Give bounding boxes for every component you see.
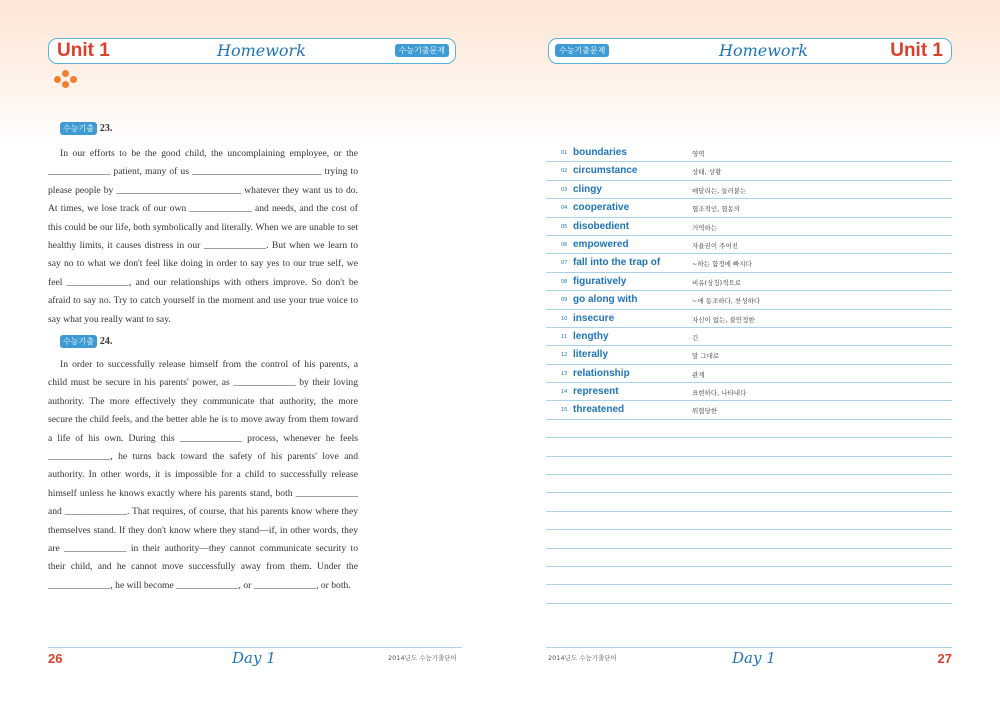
passage-text: In our efforts to be the good child, the uncomplaining employee, or the _____________ patient, many of us ___________________________ trying to please people by __________________________ whatever they want us to do. At times, we lose track of our own _____________ and needs, and the cost of this could be our life, both symbolically and literally. When we are unable to set healthy limits, it causes distress in our _____________. But when we learn to say no to what we don't feel like doing in order to say yes to our true self, we feel _____________, and our relationships with others improve. So don't be afraid to say no. Try to catch yourself in the moment and use your true voice to say what you really want to say. bbox=[48, 148, 358, 325]
vocab-word: empowered bbox=[573, 238, 629, 250]
day-label: Day 1 bbox=[232, 649, 276, 667]
vocab-meaning: 협조적인, 협동의 bbox=[692, 205, 741, 214]
question-24-passage bbox=[48, 356, 358, 595]
day-label: Day 1 bbox=[732, 649, 776, 667]
vocab-row-empty bbox=[546, 549, 952, 567]
vocab-word: disobedient bbox=[573, 220, 630, 232]
vocab-number: 02 bbox=[561, 168, 568, 175]
vocab-number: 08 bbox=[561, 278, 568, 285]
vocab-word: cooperative bbox=[573, 202, 630, 214]
vocab-number: 07 bbox=[561, 260, 568, 267]
footer-divider bbox=[48, 647, 462, 648]
vocab-word: circumstance bbox=[573, 165, 638, 177]
vocab-row-empty bbox=[546, 438, 952, 456]
source-tag: 수능기출문제 bbox=[395, 44, 449, 57]
vocab-number: 14 bbox=[561, 389, 568, 396]
question-number: 23. bbox=[99, 123, 113, 134]
unit-title: Unit 1 bbox=[890, 40, 943, 61]
exam-badge: 수능기출 bbox=[60, 335, 97, 348]
vocab-meaning: 자신이 없는, 불안정한 bbox=[692, 315, 755, 324]
exam-badge: 수능기출 bbox=[60, 122, 97, 135]
vocab-number: 04 bbox=[561, 205, 568, 212]
vocab-word: clingy bbox=[573, 183, 602, 195]
page-number: 27 bbox=[937, 651, 952, 666]
vocab-meaning: ~하는 함정에 빠지다 bbox=[692, 260, 752, 269]
right-header-bar bbox=[548, 38, 952, 64]
vocab-meaning: 비유(상징)적으로 bbox=[692, 278, 742, 287]
footer-divider bbox=[546, 647, 952, 648]
vocab-number: 10 bbox=[561, 315, 568, 322]
vocab-number: 13 bbox=[561, 370, 568, 377]
vocab-meaning: 매달리는, 들러붙는 bbox=[692, 186, 747, 195]
vocab-number: 06 bbox=[561, 241, 568, 248]
vocab-meaning: 상태, 상황 bbox=[692, 168, 722, 177]
vocab-row-empty bbox=[546, 457, 952, 475]
question-number: 24. bbox=[99, 336, 113, 347]
vocabulary-list bbox=[546, 144, 952, 604]
vocab-word: lengthy bbox=[573, 330, 609, 342]
vocab-row bbox=[546, 383, 952, 401]
vocab-row bbox=[546, 291, 952, 309]
vocab-row-empty bbox=[546, 420, 952, 438]
vocab-row bbox=[546, 199, 952, 217]
vocab-row bbox=[546, 144, 952, 162]
vocab-number: 15 bbox=[561, 407, 568, 414]
homework-title: Homework bbox=[719, 41, 808, 60]
vocab-word: literally bbox=[573, 349, 609, 361]
vocab-number: 09 bbox=[561, 297, 568, 304]
vocab-number: 12 bbox=[561, 352, 568, 359]
vocab-number: 05 bbox=[561, 223, 568, 230]
vocab-row bbox=[546, 236, 952, 254]
vocab-word: threatened bbox=[573, 404, 625, 416]
vocab-row bbox=[546, 181, 952, 199]
question-24-label bbox=[60, 335, 112, 348]
vocab-row-empty bbox=[546, 475, 952, 493]
vocab-meaning: 거역하는 bbox=[692, 223, 718, 232]
vocab-word: boundaries bbox=[573, 147, 627, 158]
passage-text: In order to successfully release himself from the control of his parents, a child must be secure in his parents' power, as _____________ by their loving authority. The more effectively they communicate that authority, the more secure the child feels, and the better able he is to move away from them toward a life of his own. During this _____________ process, whenever he feels _____________, he turns back toward the safety of his parents' love and authority. In other words, it is impossible for a child to successfully release himself unless he knows exactly where his parents stand, both _____________ and _____________. That requires, of course, that his parents know where they themselves stand. If they don't know where they stand—if, in other words, they are _____________ in their authority—they cannot communicate security to their child, and he cannot move successfully away from them. Under the _____________, he will become _____________, or _____________, or both. bbox=[48, 359, 358, 591]
left-header-bar bbox=[48, 38, 456, 64]
footer-source: 2014년도 수능기출단어 bbox=[388, 654, 457, 662]
vocab-row-empty bbox=[546, 493, 952, 511]
vocab-row bbox=[546, 218, 952, 236]
vocab-meaning: 영역 bbox=[692, 150, 705, 158]
vocab-row bbox=[546, 254, 952, 272]
question-23-passage bbox=[48, 145, 358, 329]
homework-title: Homework bbox=[217, 41, 306, 60]
vocab-word: figuratively bbox=[573, 275, 627, 287]
vocab-row bbox=[546, 310, 952, 328]
vocab-number: 03 bbox=[561, 186, 568, 193]
vocab-row bbox=[546, 273, 952, 291]
vocab-row bbox=[546, 365, 952, 383]
vocab-row bbox=[546, 328, 952, 346]
footer-source: 2014년도 수능기출단어 bbox=[548, 654, 617, 662]
vocab-meaning: 말 그대로 bbox=[692, 352, 720, 361]
vocab-meaning: 표현하다, 나타내다 bbox=[692, 389, 747, 398]
vocab-meaning: 자율권이 주어진 bbox=[692, 241, 739, 250]
vocab-number: 11 bbox=[561, 333, 568, 340]
vocab-word: insecure bbox=[573, 312, 615, 324]
vocab-word: relationship bbox=[573, 367, 630, 379]
vocab-row-empty bbox=[546, 567, 952, 585]
vocab-meaning: 긴 bbox=[692, 333, 699, 342]
vocab-row-empty bbox=[546, 585, 952, 603]
vocab-row bbox=[546, 401, 952, 419]
page-number: 26 bbox=[48, 651, 63, 666]
vocab-word: go along with bbox=[573, 294, 638, 306]
vocab-row bbox=[546, 346, 952, 364]
vocab-row-empty bbox=[546, 530, 952, 548]
question-23-label bbox=[60, 122, 112, 135]
vocab-row-empty bbox=[546, 512, 952, 530]
vocab-meaning: ~에 동조하다, 찬성하다 bbox=[692, 297, 761, 306]
source-tag: 수능기출문제 bbox=[555, 44, 609, 57]
vocab-meaning: 관계 bbox=[692, 370, 705, 379]
vocab-meaning: 위협당한 bbox=[692, 407, 718, 416]
vocab-word: represent bbox=[573, 386, 619, 398]
vocab-number: 01 bbox=[561, 150, 568, 156]
decorative-dots-icon bbox=[54, 70, 78, 88]
vocab-word: fall into the trap of bbox=[573, 257, 661, 269]
unit-title: Unit 1 bbox=[57, 40, 110, 61]
vocab-row bbox=[546, 162, 952, 180]
